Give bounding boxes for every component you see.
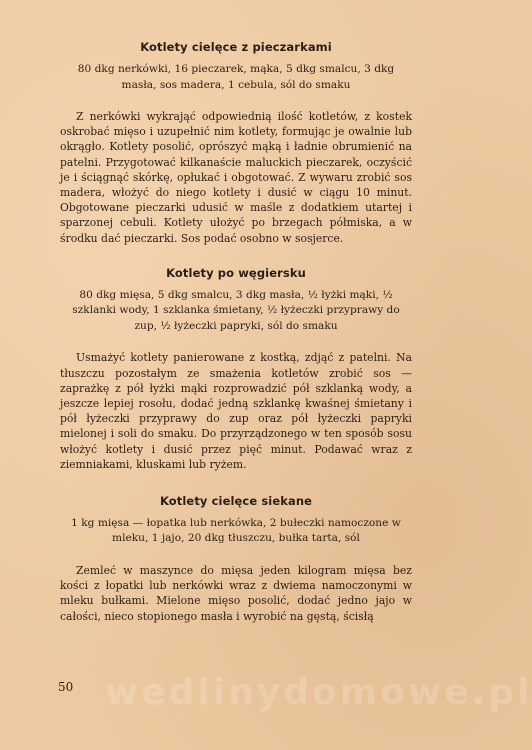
recipe-kotlety-siekane (60, 494, 412, 624)
recipe-ingredients: 80 dkg nerkówki, 16 pieczarek, mąka, 5 dkg smalcu, 3 dkg masła, sos madera, 1 cebula, sól do smaku (77, 63, 395, 91)
book-page (60, 40, 412, 624)
recipe-title: Kotlety cielęce z pieczarkami (140, 40, 332, 54)
watermark-text: wedlinydomowe.pl (105, 672, 532, 713)
recipe-title: Kotlety cielęce siekane (159, 493, 313, 508)
recipe-instructions: Z nerkówki wykrająć odpowiednią ilość kotletów, z kostek oskrobać mięso i uzupełnić nim kotlety, formując je owalnie lub okrągło. Kotlety posolić, oprószyć mąką i ładnie obrumienić na patelni. Przygotować kilkanaście maluckich pieczarek, oczyścić je i ściągnąć skórkę, opłukać i obgotować. Z wywaru zrobić sos madera, włożyć do niego kotlety i dusić w ciągu 10 minut. Obgotowane pieczarki udusić w maśle z dodatkiem utartej i sparzonej cebuli. Kotlety ułożyć po brzegach półmiska, a w środku dać pieczarki. Sos podać osobno w sosjerce. (60, 110, 412, 245)
recipe-ingredients: 80 dkg mięsa, 5 dkg smalcu, 3 dkg masła, ½ łyżki mąki, ½ szklanki wody, 1 szklanka śmietany, ½ łyżeczki przyprawy do zup, ½ łyżeczki papryki, sól do smaku (72, 288, 400, 332)
recipe-kotlety-z-pieczarkami (60, 40, 412, 246)
recipe-instructions: Usmażyć kotlety panierowane z kostką, zdjąć z patelni. Na tłuszczu pozostałym ze smażenia kotletów zrobić sos — zaprażkę z pół łyżki mąki rozprowadzić pół szklanką wody, a jeszcze lepiej rosołu, dodać jedną szklankę kwaśnej śmietany i pół łyżeczki przyprawy do zup oraz pół łyżeczki papryki mielonej i soli do smaku. Do przyrządzonego w ten sposób sosu włożyć kotlety i dusić przez pięć minut. Podawać wraz z ziemniakami, kluskami lub ryżem. (60, 351, 412, 471)
recipe-title: Kotlety po węgiersku (166, 265, 306, 280)
recipe-ingredients: 1 kg mięsa — łopatka lub nerkówka, 2 bułeczki namoczone w mleku, 1 jajo, 20 dkg tłuszczu, bułka tarta, sól (71, 516, 401, 545)
recipe-instructions: Zemleć w maszynce do mięsa jeden kilogram mięsa bez kości z łopatki lub nerkówki wraz z dwiema namoczonymi w mleku bułkami. Mielone mięso posolić, dodać jedno jajo w całości, nieco stopionego masła i wyrobić na gęstą, ścisłą (60, 563, 412, 623)
page-number: 50 (58, 680, 74, 694)
recipe-kotlety-po-wegiersku (60, 266, 412, 472)
